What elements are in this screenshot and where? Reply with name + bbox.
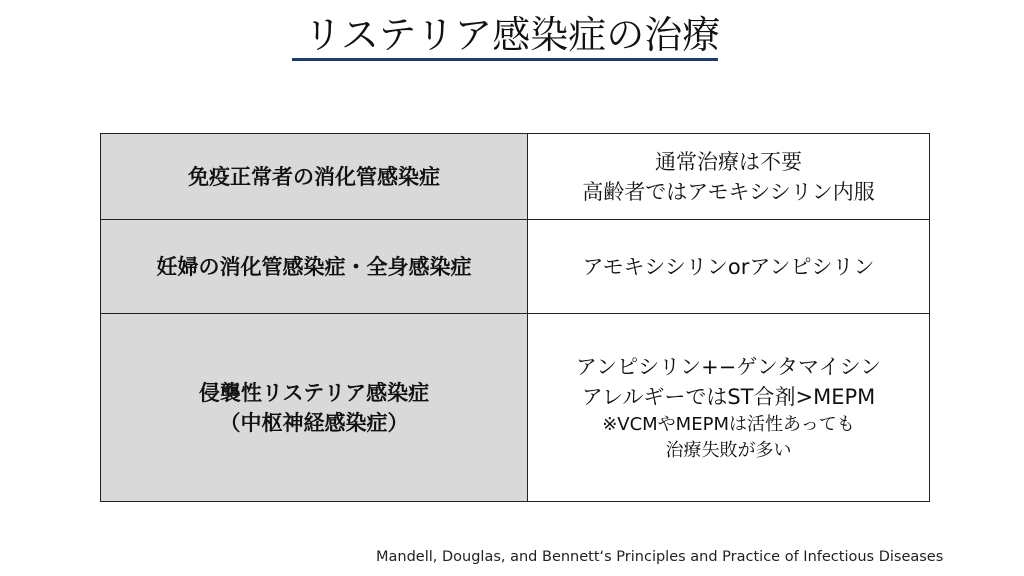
treatment-cell <box>528 314 930 502</box>
condition-cell <box>101 314 528 502</box>
treatment-note: ※VCMやMEPMは活性あっても <box>602 413 855 435</box>
condition-text: 侵襲性リステリア感染症 <box>198 380 430 405</box>
title-underline <box>292 58 718 61</box>
page-title: リステリア感染症の治療 <box>303 13 721 57</box>
table-row <box>101 134 930 220</box>
condition-text: （中枢神経感染症） <box>219 410 409 435</box>
condition-text: 妊婦の消化管感染症・全身感染症 <box>156 254 472 279</box>
table-row <box>101 220 930 314</box>
treatment-text: 高齢者ではアモキシシリン内服 <box>582 179 875 204</box>
condition-cell <box>101 220 528 314</box>
treatment-text: 通常治療は不要 <box>655 149 802 174</box>
condition-text: 免疫正常者の消化管感染症 <box>188 164 440 189</box>
treatment-text: アレルギーではST合剤>MEPM <box>581 384 876 409</box>
table-row <box>101 314 930 502</box>
condition-cell <box>101 134 528 220</box>
citation: Mandell, Douglas, and Bennett‘s Principles and Practice of Infectious Diseases <box>376 549 944 565</box>
treatment-cell <box>528 220 930 314</box>
treatment-text: アモキシシリンorアンピシリン <box>582 254 875 279</box>
treatment-cell <box>528 134 930 220</box>
treatment-table <box>100 133 930 502</box>
treatment-note: 治療失敗が多い <box>665 439 792 461</box>
treatment-text: アンピシリン+−ゲンタマイシン <box>575 354 882 379</box>
